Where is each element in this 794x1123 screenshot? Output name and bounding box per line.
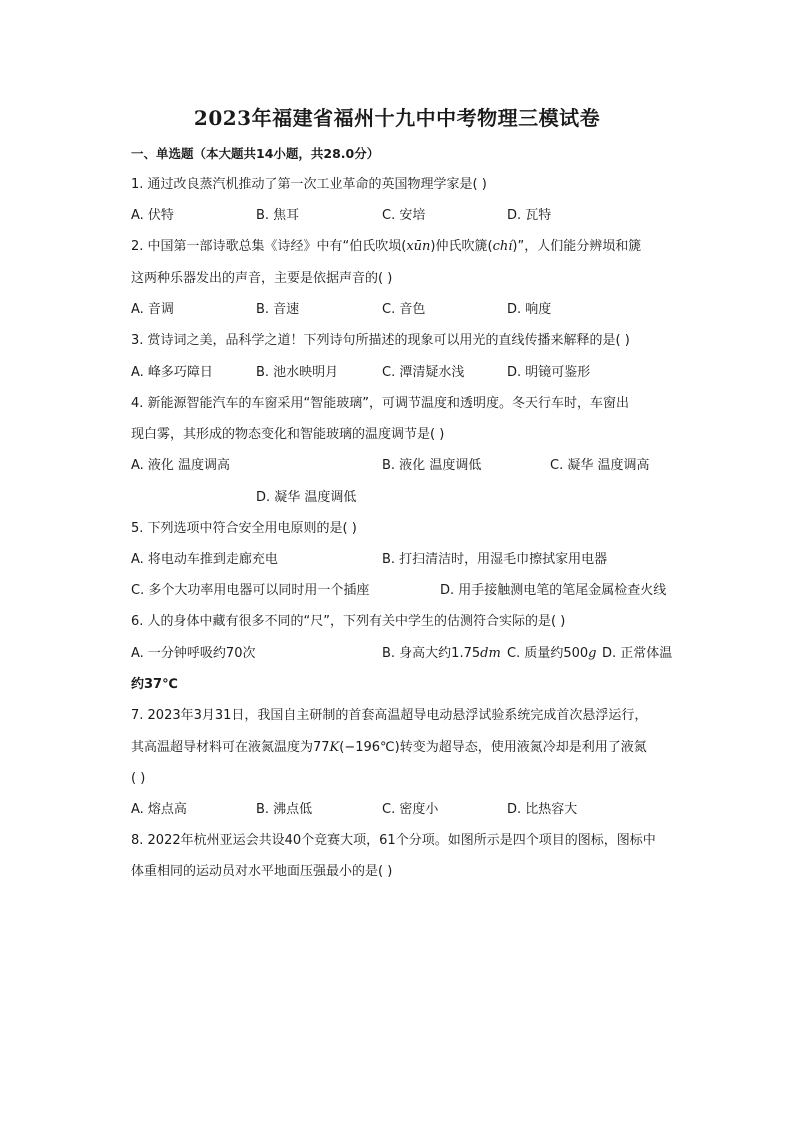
page-title: 2023年福建省福州十九中中考物理三模试卷	[193, 106, 601, 130]
q6-option-d: D. 正常体温	[602, 646, 673, 661]
question-2-stem: 2. 中国第一部诗歌总集《诗经》中有“伯氏吹埙(xūn)仲氏吹篪(chí)”，人们能分辨埙和篪	[131, 239, 642, 254]
pinyin-chi: chí	[492, 239, 513, 254]
q6-option-d-continued: 约37℃	[131, 677, 178, 692]
q5-option-d: D. 用手接触测电笔的笔尾金属检查火线	[440, 583, 667, 598]
question-8-stem-line2: 体重相同的运动员对水平地面压强最小的是( )	[131, 864, 393, 879]
q5-option-a: A. 将电动车推到走廊充电	[131, 552, 278, 567]
q7-option-a: A. 熔点高	[131, 802, 187, 817]
q4-option-b: B. 液化 温度调低	[382, 458, 482, 473]
q7-option-b: B. 沸点低	[256, 802, 313, 817]
q4-option-d: D. 凝华 温度调低	[256, 490, 357, 505]
q1-option-a: A. 伏特	[131, 208, 174, 223]
question-5-stem: 5. 下列选项中符合安全用电原则的是( )	[131, 521, 357, 536]
question-2-stem-line2: 这两种乐器发出的声音，主要是依据声音的( )	[131, 271, 393, 286]
q4-option-a: A. 液化 温度调高	[131, 458, 231, 473]
q2-option-d: D. 响度	[507, 302, 552, 317]
q7-option-c: C. 密度小	[382, 802, 439, 817]
q2-option-b: B. 音速	[256, 302, 300, 317]
q6-option-b: B. 身高大约1.75dm	[382, 646, 501, 661]
question-7-stem-line3: ( )	[131, 771, 146, 786]
q3-option-c: C. 潭清疑水浅	[382, 365, 465, 380]
q3-option-b: B. 池水映明月	[256, 365, 339, 380]
q5-option-b: B. 打扫清洁时，用湿毛巾擦拭家用电器	[382, 552, 608, 567]
pinyin-xun: xūn	[406, 239, 431, 254]
q1-option-c: C. 安培	[382, 208, 426, 223]
question-1-stem: 1. 通过改良蒸汽机推动了第一次工业革命的英国物理学家是( )	[131, 177, 487, 192]
q6-option-a: A. 一分钟呼吸约70次	[131, 646, 256, 661]
question-4-stem-line2: 现白雾，其形成的物态变化和智能玻璃的温度调节是( )	[131, 427, 445, 442]
question-4-stem: 4. 新能源智能汽车的车窗采用“智能玻璃”，可调节温度和透明度。冬天行车时，车窗出	[131, 396, 630, 411]
q6-option-c: C. 质量约500g	[507, 646, 597, 661]
section-heading: 一、单选题（本大题共14小题，共28.0分）	[131, 146, 380, 161]
q3-option-d: D. 明镜可鉴形	[507, 365, 591, 380]
q2-option-c: C. 音色	[382, 302, 426, 317]
q5-option-c: C. 多个大功率用电器可以同时用一个插座	[131, 583, 370, 598]
q2-option-a: A. 音调	[131, 302, 174, 317]
q1-option-d: D. 瓦特	[507, 208, 552, 223]
q1-option-b: B. 焦耳	[256, 208, 300, 223]
q3-option-a: A. 峰多巧障日	[131, 365, 213, 380]
q4-option-c: C. 凝华 温度调高	[550, 458, 650, 473]
q7-option-d: D. 比热容大	[507, 802, 578, 817]
question-7-stem-line2: 其高温超导材料可在液氮温度为77K(−196℃)转变为超导态，使用液氮冷却是利用了液氮	[131, 740, 647, 755]
question-7-stem: 7. 2023年3月31日，我国自主研制的首套高温超导电动悬浮试验系统完成首次悬浮运行，	[131, 708, 648, 723]
question-6-stem: 6. 人的身体中藏有很多不同的“尺”，下列有关中学生的估测符合实际的是( )	[131, 614, 566, 629]
question-8-stem: 8. 2022年杭州亚运会共设40个竞赛大项，61个分项。如图所示是四个项目的图标，图标中	[131, 833, 656, 848]
question-3-stem: 3. 赏诗词之美，品科学之道！下列诗句所描述的现象可以用光的直线传播来解释的是( )	[131, 333, 630, 348]
